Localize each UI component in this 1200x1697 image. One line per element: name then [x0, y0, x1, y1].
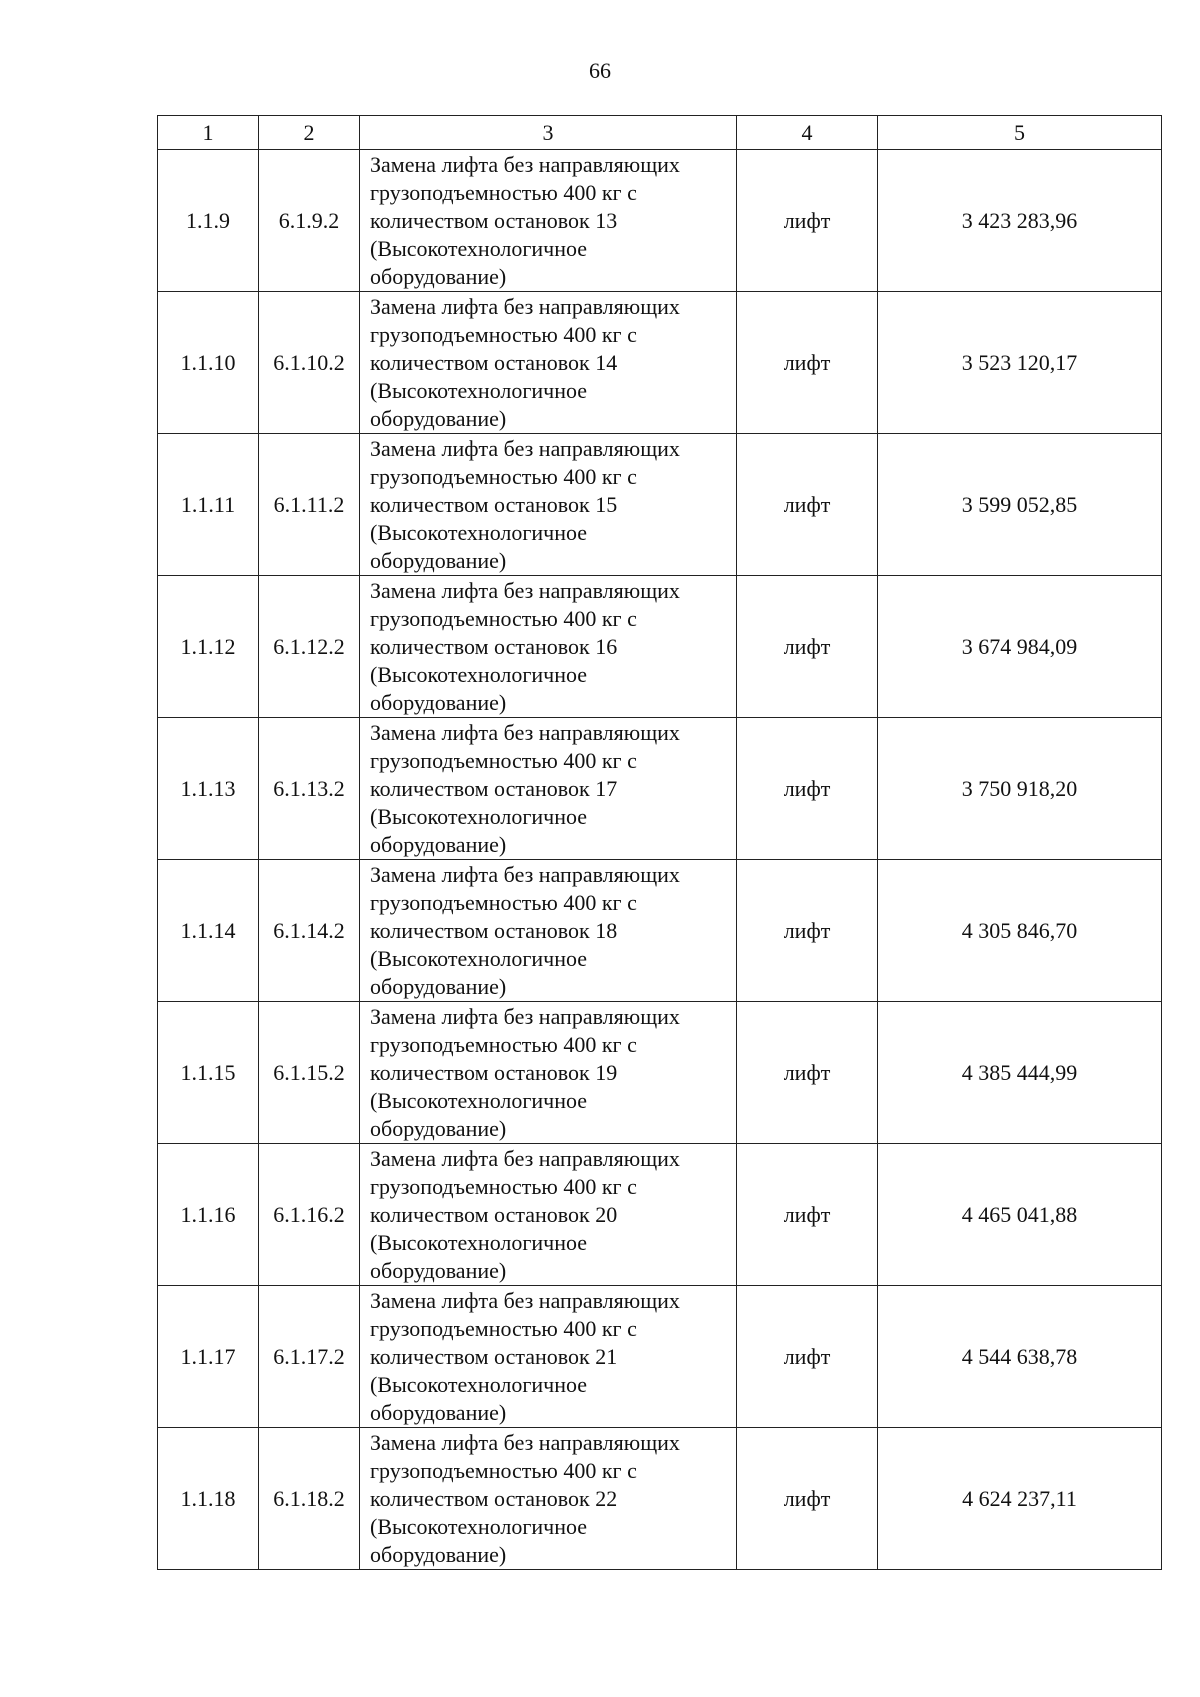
description-line: оборудование): [370, 689, 507, 715]
description-line: количеством остановок 15: [370, 491, 618, 517]
description-line: (Высокотехнологичное: [370, 1513, 588, 1539]
table-row: [158, 860, 1162, 1002]
description-line: (Высокотехнологичное: [370, 1087, 588, 1113]
row-price: 4 305 846,70: [878, 860, 1162, 1002]
description-line: Замена лифта без направляющих: [370, 719, 680, 745]
description-line: (Высокотехнологичное: [370, 661, 588, 687]
row-number: 1.1.17: [158, 1286, 259, 1428]
row-number: 1.1.15: [158, 1002, 259, 1144]
column-header-2: 2: [259, 116, 360, 150]
description-line: Замена лифта без направляющих: [370, 861, 680, 887]
row-code: 6.1.14.2: [259, 860, 360, 1002]
description-line: (Высокотехнологичное: [370, 803, 588, 829]
description-line: количеством остановок 21: [370, 1343, 618, 1369]
description-line: количеством остановок 14: [370, 349, 618, 375]
column-header-1: 1: [158, 116, 259, 150]
row-description: [360, 1002, 737, 1144]
row-code: 6.1.16.2: [259, 1144, 360, 1286]
description-line: грузоподъемностью 400 кг с: [370, 1457, 637, 1483]
description-line: Замена лифта без направляющих: [370, 1429, 680, 1455]
row-unit: лифт: [737, 150, 878, 292]
table-row: [158, 292, 1162, 434]
row-number: 1.1.11: [158, 434, 259, 576]
row-unit: лифт: [737, 1002, 878, 1144]
row-price: 3 599 052,85: [878, 434, 1162, 576]
row-unit: лифт: [737, 1144, 878, 1286]
table-row: [158, 1428, 1162, 1570]
column-header-5: 5: [878, 116, 1162, 150]
description-line: Замена лифта без направляющих: [370, 1287, 680, 1313]
description-line: оборудование): [370, 1257, 507, 1283]
row-code: 6.1.15.2: [259, 1002, 360, 1144]
table-row: [158, 1286, 1162, 1428]
column-header-3: 3: [360, 116, 737, 150]
row-price: 3 523 120,17: [878, 292, 1162, 434]
description-line: оборудование): [370, 263, 507, 289]
table-row: [158, 434, 1162, 576]
description-line: оборудование): [370, 1115, 507, 1141]
row-description: [360, 860, 737, 1002]
row-price: 4 465 041,88: [878, 1144, 1162, 1286]
table-row: [158, 1002, 1162, 1144]
description-line: грузоподъемностью 400 кг с: [370, 889, 637, 915]
row-code: 6.1.13.2: [259, 718, 360, 860]
row-number: 1.1.16: [158, 1144, 259, 1286]
description-line: оборудование): [370, 973, 507, 999]
row-price: 3 750 918,20: [878, 718, 1162, 860]
row-unit: лифт: [737, 292, 878, 434]
row-number: 1.1.9: [158, 150, 259, 292]
description-line: (Высокотехнологичное: [370, 1229, 588, 1255]
row-price: 4 624 237,11: [878, 1428, 1162, 1570]
description-line: оборудование): [370, 1399, 507, 1425]
row-description: [360, 1144, 737, 1286]
row-number: 1.1.18: [158, 1428, 259, 1570]
row-price: 4 385 444,99: [878, 1002, 1162, 1144]
description-line: количеством остановок 16: [370, 633, 618, 659]
description-line: Замена лифта без направляющих: [370, 1145, 680, 1171]
table-row: [158, 576, 1162, 718]
description-line: оборудование): [370, 405, 507, 431]
page-number: 66: [589, 58, 611, 83]
row-price: 4 544 638,78: [878, 1286, 1162, 1428]
description-line: количеством остановок 18: [370, 917, 618, 943]
description-line: (Высокотехнологичное: [370, 519, 588, 545]
description-line: (Высокотехнологичное: [370, 235, 588, 261]
row-unit: лифт: [737, 1428, 878, 1570]
description-line: (Высокотехнологичное: [370, 1371, 588, 1397]
table-row: [158, 150, 1162, 292]
description-line: оборудование): [370, 1541, 507, 1567]
table-row: [158, 1144, 1162, 1286]
description-line: количеством остановок 17: [370, 775, 618, 801]
row-code: 6.1.12.2: [259, 576, 360, 718]
description-line: оборудование): [370, 547, 507, 573]
description-line: грузоподъемностью 400 кг с: [370, 1031, 637, 1057]
row-unit: лифт: [737, 860, 878, 1002]
row-code: 6.1.17.2: [259, 1286, 360, 1428]
row-number: 1.1.14: [158, 860, 259, 1002]
row-description: [360, 292, 737, 434]
description-line: Замена лифта без направляющих: [370, 293, 680, 319]
table-row: [158, 718, 1162, 860]
row-price: 3 674 984,09: [878, 576, 1162, 718]
description-line: количеством остановок 19: [370, 1059, 618, 1085]
description-line: оборудование): [370, 831, 507, 857]
row-description: [360, 434, 737, 576]
row-unit: лифт: [737, 434, 878, 576]
price-table: [157, 115, 1162, 1570]
description-line: грузоподъемностью 400 кг с: [370, 463, 637, 489]
row-description: [360, 1428, 737, 1570]
description-line: грузоподъемностью 400 кг с: [370, 321, 637, 347]
description-line: грузоподъемностью 400 кг с: [370, 605, 637, 631]
row-code: 6.1.9.2: [259, 150, 360, 292]
row-description: [360, 1286, 737, 1428]
description-line: грузоподъемностью 400 кг с: [370, 747, 637, 773]
description-line: (Высокотехнологичное: [370, 377, 588, 403]
row-unit: лифт: [737, 576, 878, 718]
row-description: [360, 718, 737, 860]
description-line: Замена лифта без направляющих: [370, 577, 680, 603]
description-line: количеством остановок 13: [370, 207, 618, 233]
description-line: Замена лифта без направляющих: [370, 151, 680, 177]
table-body: [158, 150, 1162, 1570]
row-code: 6.1.10.2: [259, 292, 360, 434]
header-row: [158, 116, 1162, 150]
row-unit: лифт: [737, 718, 878, 860]
row-code: 6.1.18.2: [259, 1428, 360, 1570]
row-number: 1.1.13: [158, 718, 259, 860]
description-line: количеством остановок 22: [370, 1485, 618, 1511]
row-unit: лифт: [737, 1286, 878, 1428]
row-description: [360, 576, 737, 718]
description-line: количеством остановок 20: [370, 1201, 618, 1227]
description-line: грузоподъемностью 400 кг с: [370, 1315, 637, 1341]
description-line: грузоподъемностью 400 кг с: [370, 179, 637, 205]
row-price: 3 423 283,96: [878, 150, 1162, 292]
description-line: (Высокотехнологичное: [370, 945, 588, 971]
column-header-4: 4: [737, 116, 878, 150]
row-description: [360, 150, 737, 292]
description-line: грузоподъемностью 400 кг с: [370, 1173, 637, 1199]
row-number: 1.1.10: [158, 292, 259, 434]
description-line: Замена лифта без направляющих: [370, 435, 680, 461]
description-line: Замена лифта без направляющих: [370, 1003, 680, 1029]
row-number: 1.1.12: [158, 576, 259, 718]
row-code: 6.1.11.2: [259, 434, 360, 576]
